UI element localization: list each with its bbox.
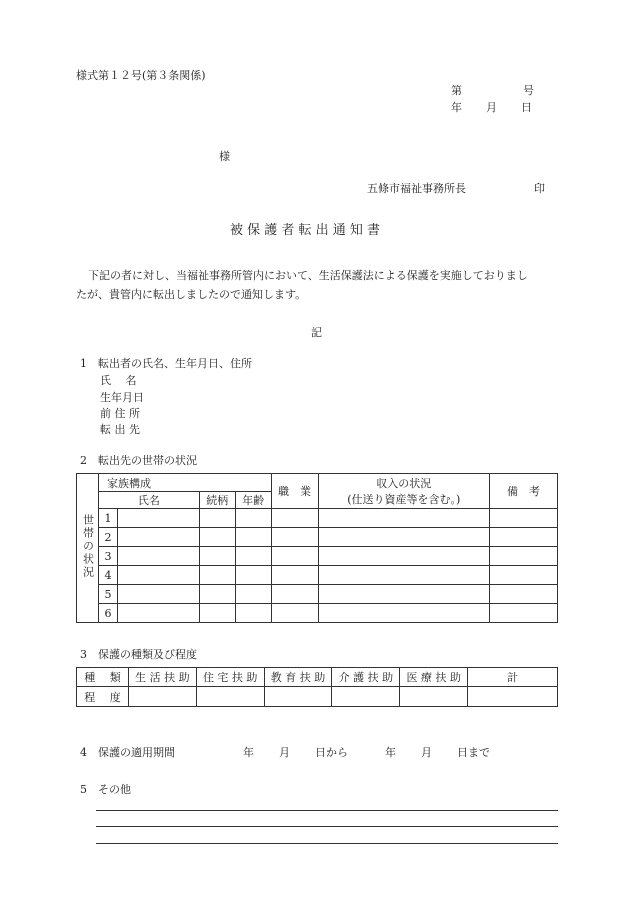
row-number: 6 xyxy=(98,604,117,623)
col-relation: 続柄 xyxy=(199,492,235,509)
table-row xyxy=(77,528,558,547)
row-number: 4 xyxy=(98,566,117,585)
degree-label: 程 度 xyxy=(77,687,129,707)
other-line xyxy=(96,826,558,827)
field-prev-address: 前 住 所 xyxy=(100,407,140,420)
seal-mark: 印 xyxy=(534,182,545,195)
ki-label: 記 xyxy=(311,326,322,339)
doc-number-prefix: 第 xyxy=(451,84,462,97)
body-text-line-2: たが、貴管内に転出しましたので通知します。 xyxy=(76,288,307,301)
table-row xyxy=(77,585,558,604)
section5-heading: 5 その他 xyxy=(80,783,131,796)
section4-heading: 4 保護の適用期間 xyxy=(80,746,175,759)
form-number: 様式第１２号(第３条関係) xyxy=(76,69,206,82)
table-row xyxy=(77,566,558,585)
from-year: 年 xyxy=(243,746,254,759)
date-month: 月 xyxy=(486,101,497,114)
col-age: 年齢 xyxy=(235,492,271,509)
date-day: 日 xyxy=(521,101,532,114)
field-birthdate: 生年月日 xyxy=(100,391,144,404)
col-job: 職 業 xyxy=(271,474,318,509)
row-number: 1 xyxy=(98,509,117,528)
care-assistance: 介 護 扶 助 xyxy=(332,668,400,687)
medical-assistance: 医 療 扶 助 xyxy=(400,668,468,687)
field-destination: 転 出 先 xyxy=(100,423,140,436)
doc-number-suffix: 号 xyxy=(523,84,534,97)
table-row xyxy=(77,547,558,566)
table-row xyxy=(77,604,558,623)
table-row xyxy=(77,509,558,528)
education-assistance: 教 育 扶 助 xyxy=(264,668,332,687)
other-line xyxy=(96,810,558,811)
to-month: 月 xyxy=(421,746,432,759)
total-label: 計 xyxy=(468,668,558,687)
col-name: 氏名 xyxy=(98,492,199,509)
to-day: 日まで xyxy=(457,746,490,759)
from-day: 日から xyxy=(315,746,348,759)
from-month: 月 xyxy=(279,746,290,759)
type-label: 種 類 xyxy=(77,668,129,687)
recipient-suffix: 様 xyxy=(219,150,230,163)
to-year: 年 xyxy=(385,746,396,759)
living-assistance: 生 活 扶 助 xyxy=(128,668,196,687)
household-side-label: 世帯の状況 xyxy=(77,474,99,623)
row-number: 2 xyxy=(98,528,117,547)
assistance-table xyxy=(76,667,558,707)
col-remarks: 備 考 xyxy=(490,474,558,509)
sender: 五條市福祉事務所長 xyxy=(367,182,466,195)
col-income: 収入の状況 (仕送り資産等を含む。) xyxy=(318,474,490,509)
other-line xyxy=(96,843,558,844)
family-header: 家族構成 xyxy=(98,474,271,492)
row-number: 3 xyxy=(98,547,117,566)
date-year: 年 xyxy=(451,101,462,114)
row-number: 5 xyxy=(98,585,117,604)
document-title: 被 保 護 者 転 出 通 知 書 xyxy=(230,223,381,238)
field-name: 氏 名 xyxy=(100,374,137,387)
housing-assistance: 住 宅 扶 助 xyxy=(196,668,264,687)
household-table xyxy=(76,473,558,623)
body-text-line-1: 下記の者に対し、当福祉事務所管内において、生活保護法による保護を実施しておりまし xyxy=(88,269,528,282)
section3-heading: 3 保護の種類及び程度 xyxy=(80,648,197,661)
section2-heading: 2 転出先の世帯の状況 xyxy=(80,454,197,467)
section1-heading: 1 転出者の氏名、生年月日、住所 xyxy=(80,357,252,370)
